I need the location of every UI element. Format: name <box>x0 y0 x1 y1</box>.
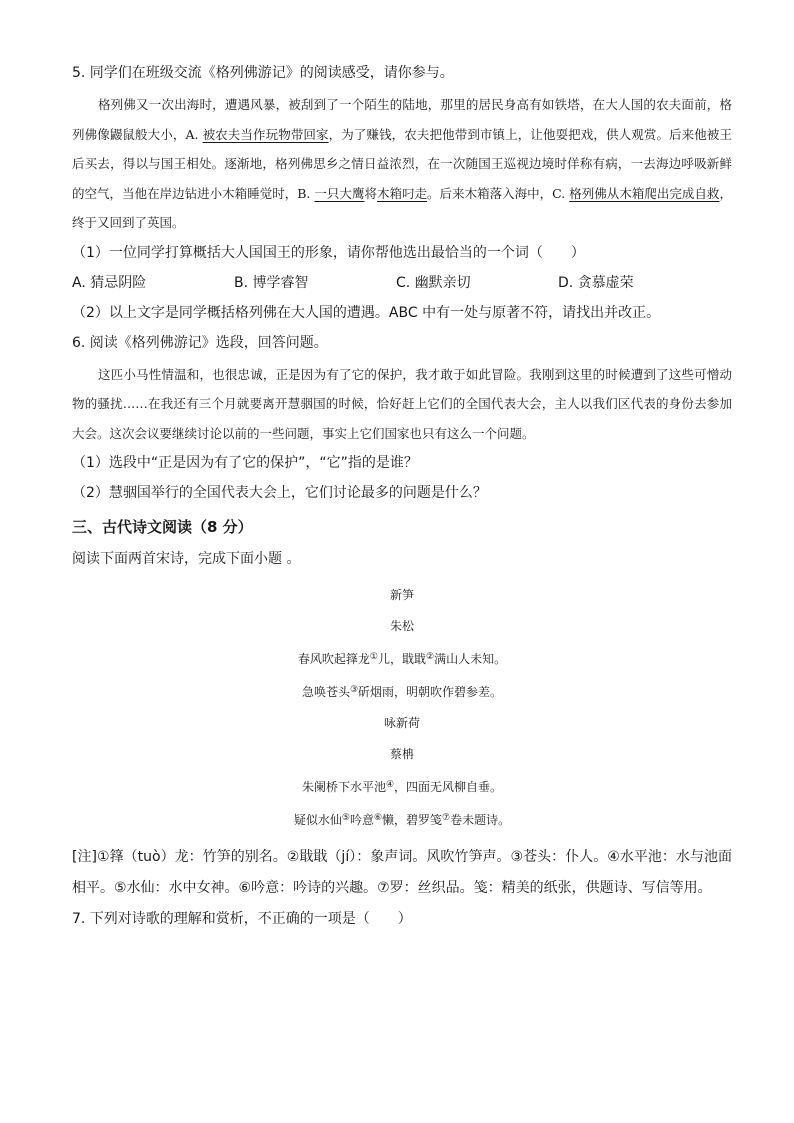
option-b: B. 博学睿智 <box>234 274 309 291</box>
poem-text: 朱阑桥下水平池 <box>301 780 386 794</box>
poem-line <box>72 770 732 803</box>
poem-title: 咏新荷 <box>383 716 420 730</box>
poem-text: 斫烟雨，明朝吹作碧参差。 <box>358 685 503 699</box>
poem-text: 吟意 <box>349 813 374 827</box>
question-5-title: 5. 同学们在班级交流《格列佛游记》的阅读感受，请你参与。 <box>72 65 454 81</box>
poem-line <box>72 803 732 836</box>
underline-b2: 木箱叼走 <box>376 185 428 201</box>
option-d: D. 贪慕虚荣 <box>558 274 634 291</box>
poem-text: 儿，戢戢 <box>377 652 426 666</box>
poem-line <box>72 642 732 675</box>
poem-text: 卷未题诗。 <box>450 813 511 827</box>
passage-text: 将 <box>364 185 377 201</box>
passage-text: ，为了赚钱，农夫把他带到市镇上，让他耍把戏，供人观赏。后来他被王后买去，得以与国王相处。逐渐地，格列佛思乡之情日益浓烈，在一次随国王巡视边境时佯称有病，一去海边呼吸新鲜的空气，当他在岸边钻进小木箱睡觉时，B. <box>72 126 732 201</box>
annotation-note: [注]①箨（tuò）龙：竹笋的别名。②戢戢（jí）：象声词。风吹竹笋声。③苍头：仆人。④水平池：水与池面相平。⑤水仙：水中女神。⑥吟意：吟诗的兴趣。⑦罗：丝织品。笺：精美的纸张，供题诗、写信等用。 <box>72 849 732 896</box>
question-5-sub2: （2）以上文字是同学概括格列佛在大人国的遭遇。ABC 中有一处与原著不符，请找出并改正。 <box>72 304 661 321</box>
option-c: C. 幽默亲切 <box>396 274 471 291</box>
annotation-mark: ⑥ <box>373 813 383 823</box>
annotation-mark: ⑤ <box>341 813 350 823</box>
poem-author: 朱松 <box>389 619 414 633</box>
annotation-mark: ⑦ <box>442 813 451 823</box>
poem-text: 春风吹起箨龙 <box>297 652 370 666</box>
option-a: A. 猜忌阴险 <box>72 274 147 291</box>
annotation-mark: ④ <box>385 780 395 790</box>
underline-b1: 一只大鹰 <box>314 185 365 201</box>
poem-2 <box>72 708 732 836</box>
poem-author: 蔡柟 <box>389 747 414 761</box>
poem-text: 懒，碧罗笺 <box>382 813 443 827</box>
poem-text: 满山人未知。 <box>434 652 507 666</box>
question-6-passage: 这匹小马性情温和，也很忠诚，正是因为有了它的保护，我才敢于如此冒险。我刚到这里的时候遭到了这些可憎动物的骚扰……在我还有三个月就要离开慧骃国的时候，恰好赶上它们的全国代表大会，主人以我们区代表的身份去参加大会。这次会议要继续讨论以前的一些问题，事实上它们国家也只有这么一个问题。 <box>72 366 732 441</box>
passage-text: 。后来木箱落入海中，C. <box>427 185 570 201</box>
section-heading: 三、古代诗文阅读（8 分） <box>72 518 253 536</box>
exam-page <box>72 58 732 934</box>
question-6-title: 6. 阅读《格列佛游记》选段，回答问题。 <box>72 334 328 351</box>
question-6-sub1: （1）选段中“正是因为有了它的保护”，“它”指的是谁？ <box>72 455 418 471</box>
question-5-sub1: （1）一位同学打算概括大人国国王的形象，请你帮他选出最恰当的一个词（ ） <box>72 244 585 261</box>
poem-1 <box>72 580 732 708</box>
question-6-sub2: （2）慧骃国举行的全国代表大会上，它们讨论最多的问题是什么？ <box>72 485 487 501</box>
underline-c: 格列佛从木箱爬出完成自救 <box>569 185 720 201</box>
annotation-mark: ③ <box>349 685 359 695</box>
question-5-passage <box>72 90 732 238</box>
underline-a: 被农夫当作玩物带回家 <box>202 126 329 142</box>
poem-line <box>72 675 732 708</box>
passage-text: 格列佛又一次出海时，遭遇风暴，被刮到了一个陌生的陆地，那里的居民身高有如铁塔，在大人国的农夫面前，格列佛像鼹鼠般大小，A. <box>72 97 732 142</box>
annotation-mark: ② <box>426 652 435 662</box>
annotation-mark: ① <box>369 652 378 662</box>
poem-text: 急唤苍头 <box>301 685 350 699</box>
question-7-title: 7. 下列对诗歌的理解和赏析，不正确的一项是（ ） <box>72 911 412 927</box>
poem-text: ，四面无风柳自垂。 <box>394 780 503 794</box>
poem-text: 疑似水仙 <box>293 813 342 827</box>
poem-title: 新笋 <box>389 588 414 602</box>
options-row <box>72 268 732 298</box>
section-intro: 阅读下面两首宋诗，完成下面小题 。 <box>72 551 301 567</box>
passage-text: ，终于又回到了英国。 <box>72 185 732 230</box>
